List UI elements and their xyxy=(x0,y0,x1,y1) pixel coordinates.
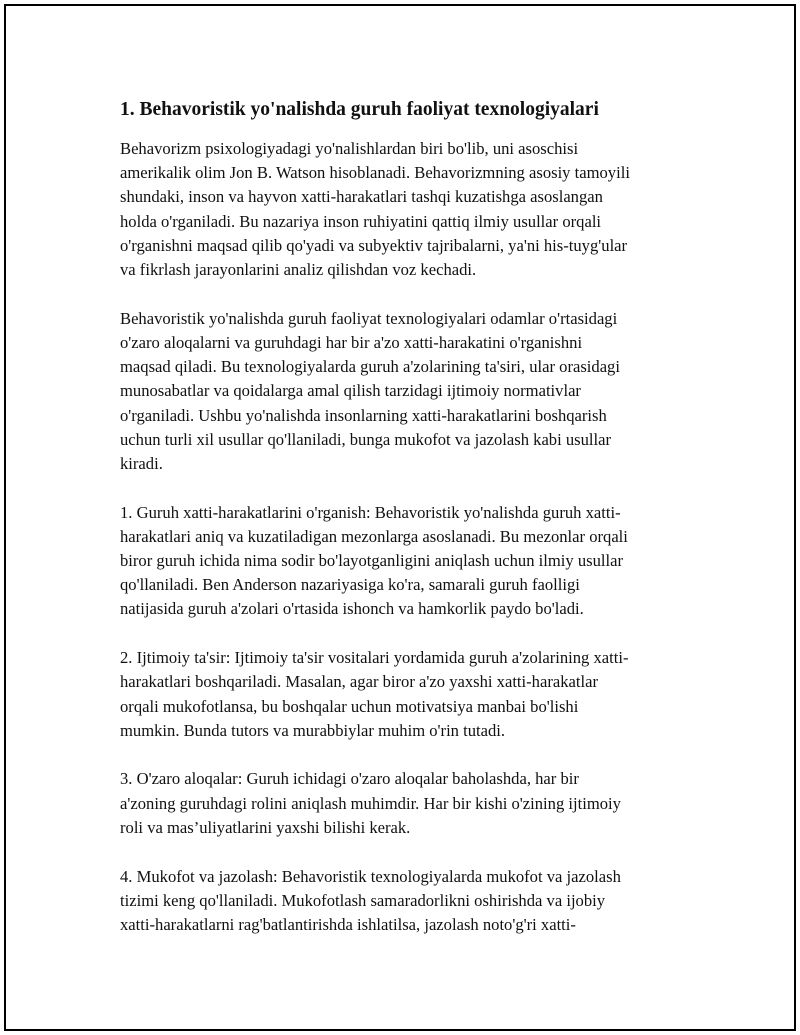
paragraph-intro: Behavorizm psixologiyadagi yo'nalishlardan biri bo'lib, uni asoschisi amerikalik olim Jon B. Watson hisoblanadi. Behavorizmning asosiy tamoyili shundaki, inson va hayvon xatti-harakatlari tashqi kuzatishga asoslangan holda o'rganiladi. Bu nazariya inson ruhiyatini qattiq ilmiy usullar orqali o'rganishni maqsad qilib qo'yadi va subyektiv tajribalarni, ya'ni his-tuyg'ular va fikrlash jarayonlarini analiz qilishdan voz kechadi. xyxy=(120,139,630,280)
paragraph-item-4: 4. Mukofot va jazolash: Behavoristik texnologiyalarda mukofot va jazolash tizimi keng qo'llaniladi. Mukofotlash samaradorlikni oshirishda va ijobiy xatti-harakatlarni rag'batlantirishda ishlatilsa, jazolash noto'g'ri xatti- xyxy=(120,866,621,934)
paragraph-group-technologies: Behavoristik yo'nalishda guruh faoliyat texnologiyalari odamlar o'rtasidagi o'zaro aloqalarni va guruhdagi har bir a'zo xatti-harakatini o'rganishni maqsad qiladi. Bu texnologiyalarda guruh a'zolarining ta'siri, ular orasidagi munosabatlar va qoidalarga amal qilish tarzidagi ijtimoiy normativlar o'rganiladi. Ushbu yo'nalishda insonlarning xatti-harakatlarini boshqarish uchun turli xil usullar qo'llaniladi, bunga mukofot va jazolash kabi usullar kiradi. xyxy=(120,308,620,473)
document-body xyxy=(120,98,700,962)
paragraph-item-2: 2. Ijtimoiy ta'sir: Ijtimoiy ta'sir vositalari yordamida guruh a'zolarining xatti- harakatlari boshqariladi. Masalan, agar biror a'zo yaxshi xatti-harakatlar orqali mukofotlansa, bu boshqalar uchun motivatsiya manbai bo'lishi mumkin. Bunda tutors va murabbiylar muhim o'rin tutadi. xyxy=(120,648,629,740)
paragraph-item-3: 3. O'zaro aloqalar: Guruh ichidagi o'zaro aloqalar baholashda, har bir a'zoning guruhdagi rolini aniqlash muhimdir. Har bir kishi o'zining ijtimoiy roli va mas’uliyatlarini yaxshi bilishi kerak. xyxy=(120,769,621,837)
paragraph-item-1: 1. Guruh xatti-harakatlarini o'rganish: Behavoristik yo'nalishda guruh xatti- harakatlari aniq va kuzatiladigan mezonlarga asoslanadi. Bu mezonlar orqali biror guruh ichida nima sodir bo'layotganligini aniqlash uchun ilmiy usullar qo'llaniladi. Ben Anderson nazariyasiga ko'ra, samarali guruh faolligi natijasida guruh a'zolari o'rtasida ishonch va hamkorlik paydo bo'ladi. xyxy=(120,502,628,619)
page-frame xyxy=(4,4,796,1031)
document-title: 1. Behavoristik yo'nalishda guruh faoliyat texnologiyalari xyxy=(120,99,599,120)
